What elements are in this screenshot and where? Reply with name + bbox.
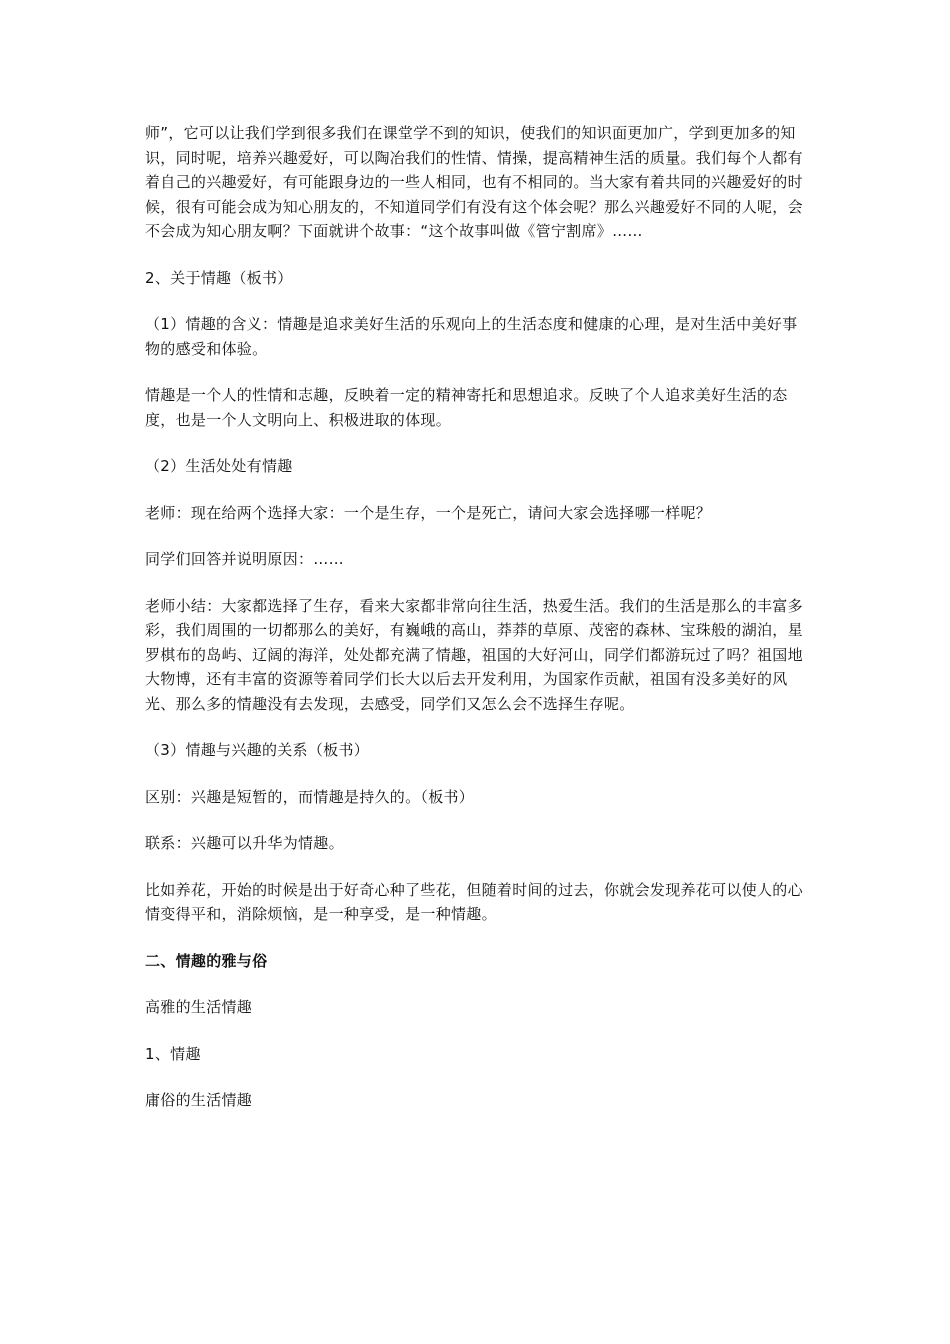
paragraph-flower-example: 比如养花，开始的时候是出于好奇心种了些花，但随着时间的过去，你就会发现养花可以使人的心情变得平和，消除烦恼，是一种享受，是一种情趣。 [145,880,803,923]
paragraph-explanation: 情趣是一个人的性情和志趣，反映着一定的精神寄托和思想追求。反映了个人追求美好生活的态度，也是一个人文明向上、积极进取的体现。 [145,386,788,429]
paragraph-story-intro: 师”，它可以让我们学到很多我们在课堂学不到的知识，使我们的知识面更加广，学到更加多的知识，同时呢，培养兴趣爱好，可以陶冶我们的性情、情操，提高精神生活的质量。我们每个人都有着自己的兴趣爱好，有可能跟身边的一些人相同，也有不相同的。当大家有着共同的兴趣爱好的时候，很有可能会成为知心朋友的，不知道同学们有没有这个体会呢？那么兴趣爱好不同的人呢，会不会成为知心朋友啊？下面就讲个故事：“这个故事叫做《管宁割席》…… [145,124,803,240]
paragraph-elegant-interest: 高雅的生活情趣 [145,998,253,1016]
paragraph-teacher-question: 老师：现在给两个选择大家：一个是生存，一个是死亡，请问大家会选择哪一样呢？ [145,503,712,522]
paragraph-definition: （1）情趣的含义：情趣是追求美好生活的乐观向上的生活态度和健康的心理，是对生活中美好事物的感受和体验。 [145,315,798,358]
document-body [145,121,810,1135]
paragraph-connection: 联系：兴趣可以升华为情趣。 [145,834,344,852]
subheading-life-interest: （2）生活处处有情趣 [145,457,293,475]
paragraph-difference: 区别：兴趣是短暂的，而情趣是持久的。（板书） [145,787,475,806]
section-heading-elegant-vulgar: 二、情趣的雅与俗 [145,951,268,970]
subheading-relationship: （3）情趣与兴趣的关系（板书） [145,741,370,759]
paragraph-vulgar-interest: 庸俗的生活情趣 [145,1091,253,1109]
paragraph-student-answer: 同学们回答并说明原因：…… [145,550,344,568]
paragraph-interest-item: 1、情趣 [145,1044,201,1063]
section-about-interest: 2、关于情趣（板书） [145,268,293,287]
paragraph-teacher-summary: 老师小结：大家都选择了生存，看来大家都非常向往生活，热爱生活。我们的生活是那么的丰富多彩，我们周围的一切都那么的美好，有巍峨的高山，莽莽的草原、茂密的森林、宝珠般的湖泊，星罗棋布的岛屿、辽阔的海洋，处处都充满了情趣，祖国的大好河山，同学们都游玩过了吗？祖国地大物博，还有丰富的资源等着同学们长大以后去开发利用，为国家作贡献，祖国有没多美好的风光、那么多的情趣没有去发现，去感受，同学们又怎么会不选择生存呢。 [145,596,803,713]
